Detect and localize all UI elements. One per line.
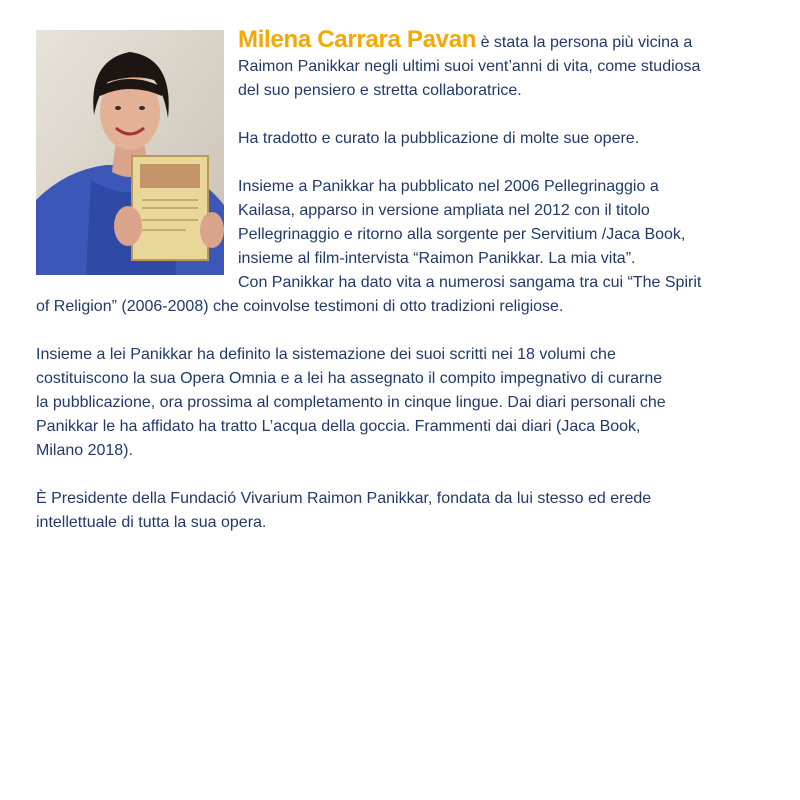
author-name: Milena Carrara Pavan: [238, 26, 477, 53]
biography-text: [36, 28, 776, 535]
paragraph-line: Pellegrinaggio e ritorno alla sorgente per Servitium /Jaca Book,: [238, 226, 686, 243]
paragraph-line: Ha tradotto e curato la pubblicazione di molte sue opere.: [238, 130, 640, 147]
paragraph-line: Panikkar le ha affidato ha tratto L’acqua della goccia. Frammenti dai diari (Jaca Book,: [36, 418, 641, 435]
paragraph-line: Kailasa, apparso in versione ampliata nel 2012 con il titolo: [238, 202, 650, 219]
paragraph-line: insieme al film-intervista “Raimon Panikkar. La mia vita”.: [238, 250, 636, 267]
paragraph-line: Con Panikkar ha dato vita a numerosi sangama tra cui “The Spirit: [238, 274, 702, 291]
paragraph-line: la pubblicazione, ora prossima al completamento in cinque lingue. Dai diari personali che: [36, 394, 666, 411]
intro-line: [36, 28, 776, 55]
paragraph-line: costituiscono la sua Opera Omnia e a lei ha assegnato il compito impegnativo di curarne: [36, 370, 663, 387]
paragraph-line: Milano 2018).: [36, 442, 133, 459]
paragraph-line: Insieme a Panikkar ha pubblicato nel 2006 Pellegrinaggio a: [238, 178, 659, 195]
intro-rest: è stata la persona più vicina a: [476, 34, 693, 51]
paragraph-line: È Presidente della Fundació Vivarium Raimon Panikkar, fondata da lui stesso ed erede: [36, 490, 652, 507]
paragraph-line: intellettuale di tutta la sua opera.: [36, 514, 267, 531]
paragraph-line: Insieme a lei Panikkar ha definito la sistemazione dei suoi scritti nei 18 volumi che: [36, 346, 616, 363]
paragraph-line: Raimon Panikkar negli ultimi suoi vent’anni di vita, come studiosa: [238, 58, 701, 75]
paragraph-line: of Religion” (2006-2008) che coinvolse testimoni di otto tradizioni religiose.: [36, 298, 564, 315]
paragraph-line: del suo pensiero e stretta collaboratrice.: [238, 82, 522, 99]
